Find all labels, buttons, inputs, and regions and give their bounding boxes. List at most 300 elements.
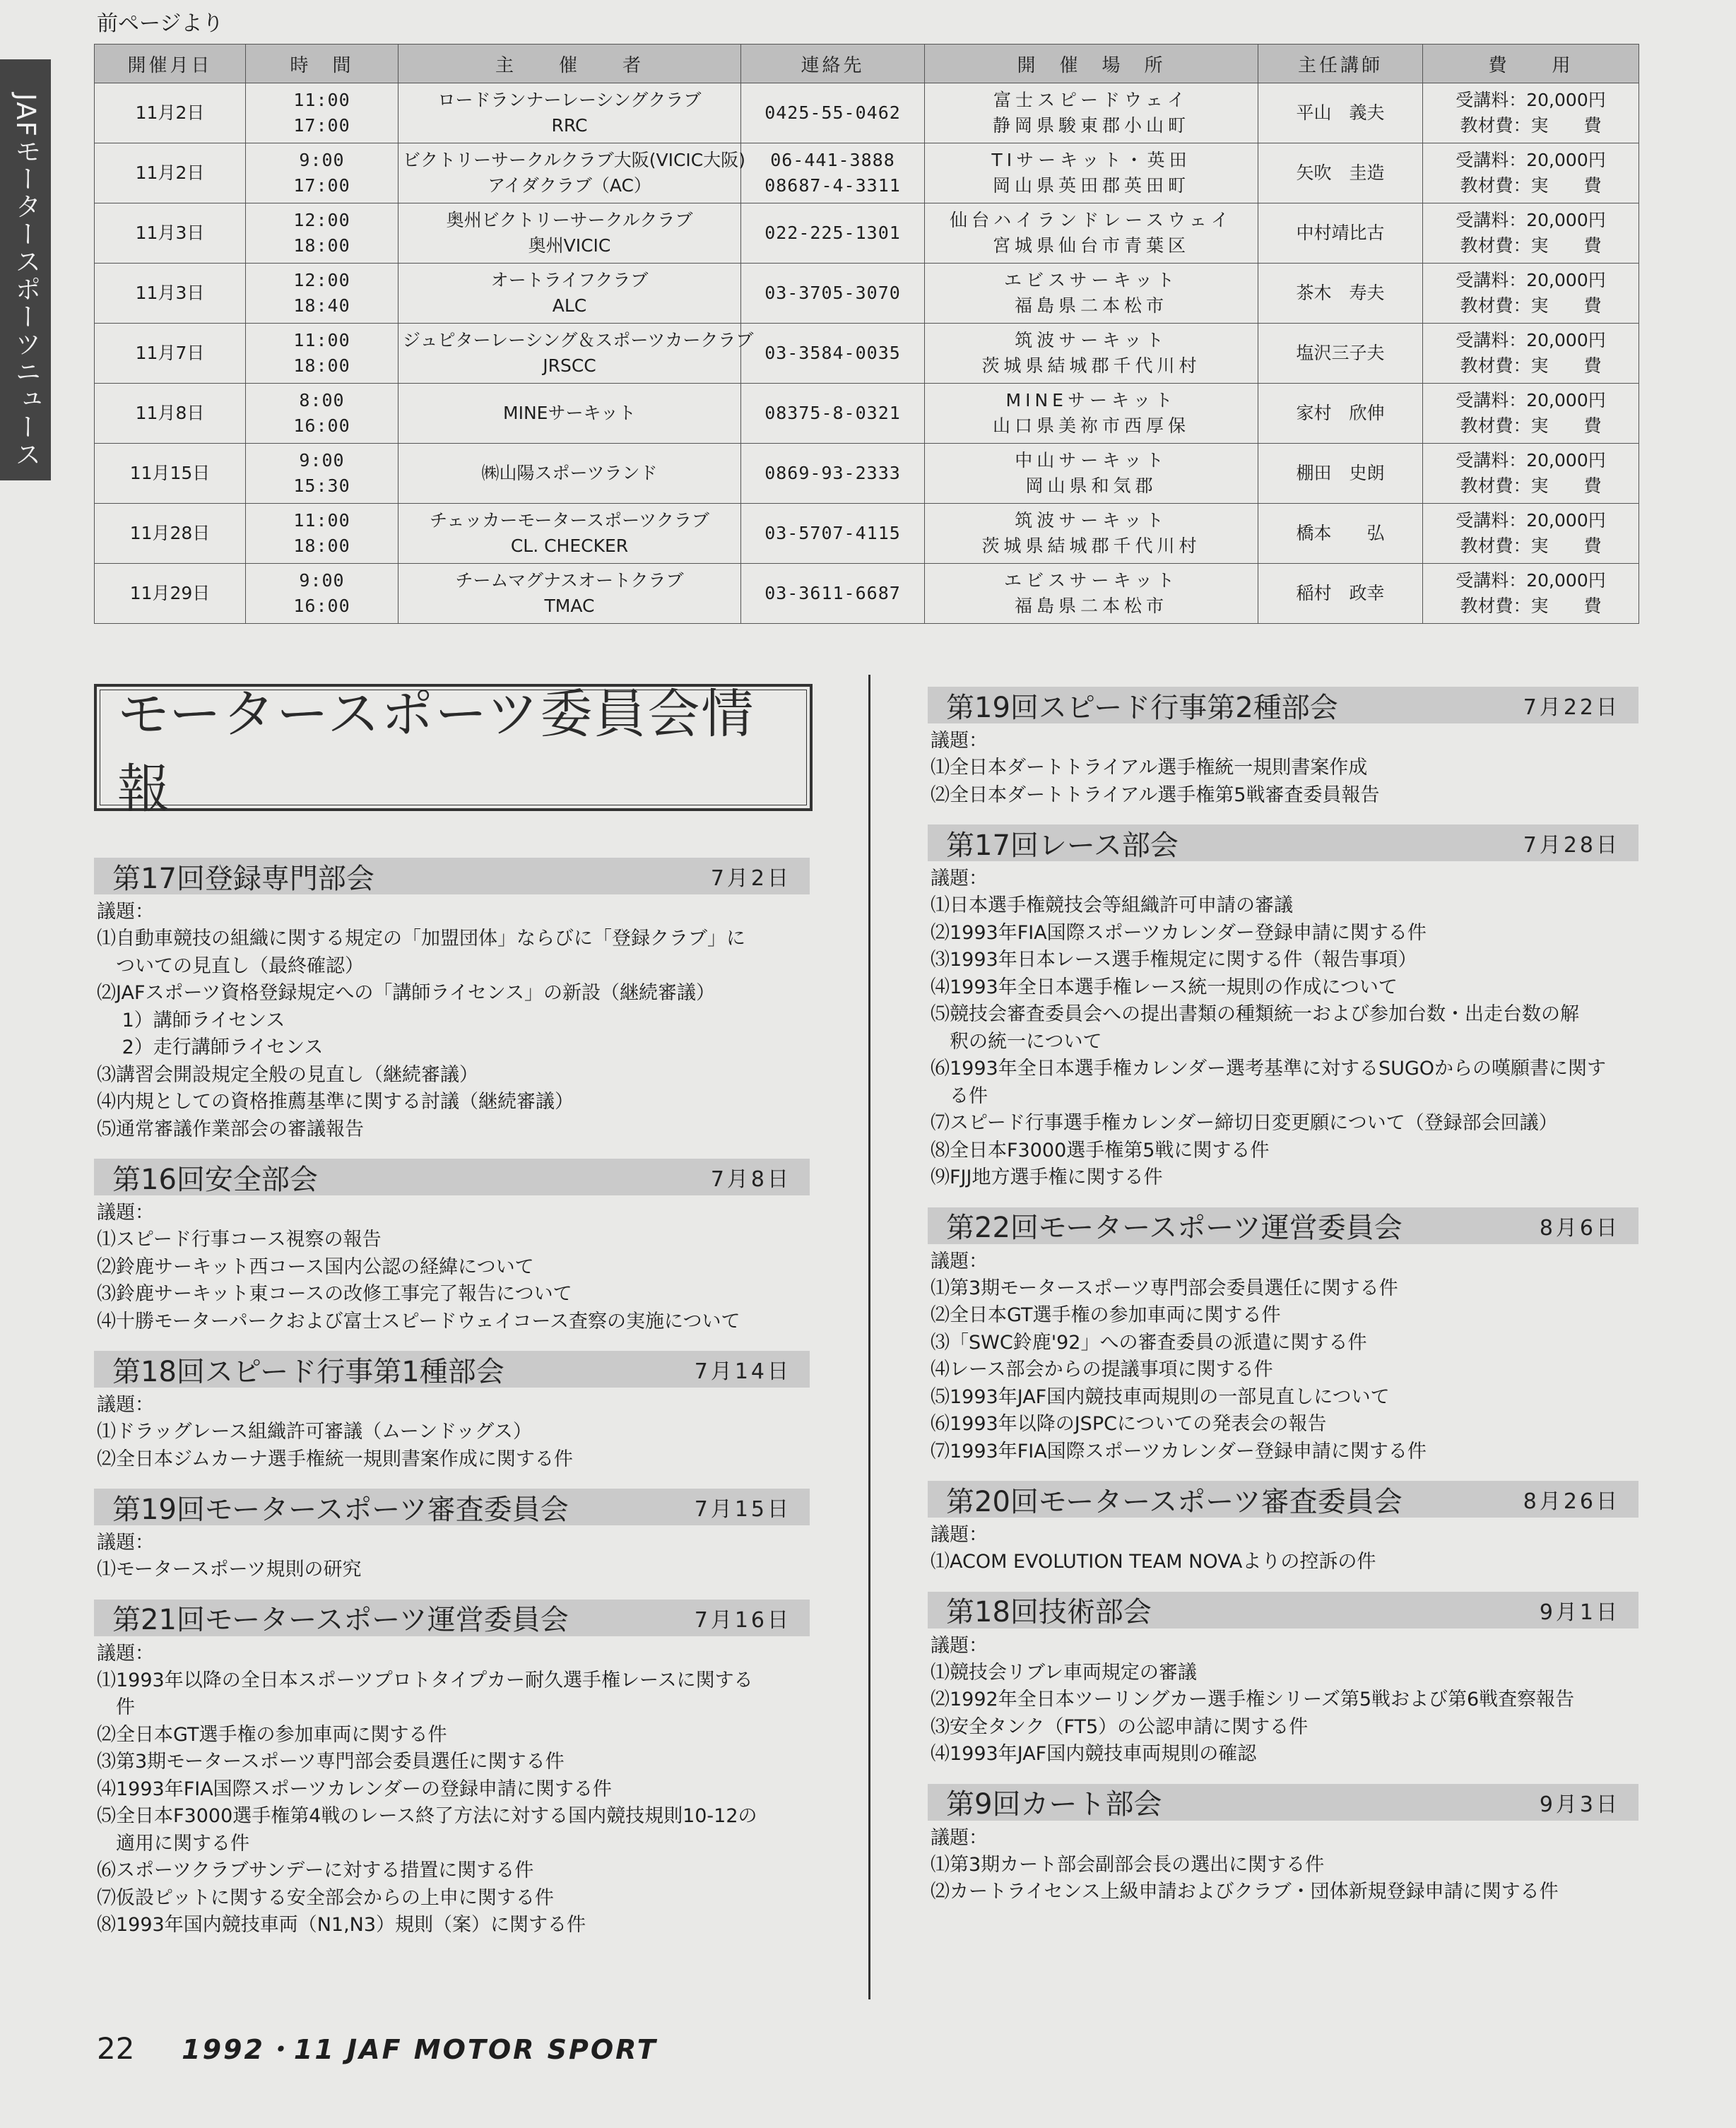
agenda-item: ⑵鈴鹿サーキット西コース国内公認の経緯について — [97, 1255, 534, 1278]
meeting-block — [928, 687, 1638, 809]
meeting-date: 8月26日 — [1523, 1489, 1620, 1514]
meeting-block — [94, 1159, 810, 1335]
date-cell — [95, 444, 246, 504]
agenda-item: ⑺スピード行事選手権カレンダー締切日変更願について（登録部会回議） — [931, 1112, 1558, 1134]
meeting-block — [928, 1207, 1638, 1466]
lecturer-cell-line: 家村 欣伸 — [1296, 403, 1385, 423]
venue-cell-line: 岡山県和気郡 — [1025, 475, 1157, 496]
lecturer-cell-line: 塩沢三子夫 — [1296, 343, 1385, 363]
table-row — [95, 444, 1639, 504]
lecturer-cell — [1258, 324, 1423, 384]
time-cell-line: 11:00 — [293, 330, 350, 350]
lecturer-cell-line: 橋本 弘 — [1296, 523, 1385, 543]
fee-cell — [1423, 444, 1639, 504]
agenda-list — [94, 1226, 810, 1335]
agenda-item: 釈の統一について — [931, 1030, 1102, 1053]
contact-cell — [741, 444, 925, 504]
agenda-label: 議題： — [97, 901, 154, 923]
lecturer-cell-line: 茶木 寿夫 — [1296, 283, 1385, 303]
organizer-cell-line: ロードランナーレーシングクラブ — [437, 90, 702, 110]
organizer-cell — [398, 504, 741, 564]
agenda-list — [928, 755, 1638, 809]
venue-cell-line: 中山サーキット — [1015, 450, 1168, 471]
fee-cell-line: 受講料：20,000円 — [1455, 270, 1606, 290]
organizer-cell-line: オートライフクラブ — [490, 270, 649, 290]
fee-cell-line: 教材費：実 費 — [1460, 596, 1602, 616]
lecturer-cell — [1258, 564, 1423, 624]
time-cell — [246, 264, 398, 324]
section-title-box — [94, 684, 813, 820]
table-row — [95, 83, 1639, 143]
date-cell — [95, 504, 246, 564]
organizer-cell-line: ビクトリーサークルクラブ大阪(VICIC大阪) — [403, 150, 746, 170]
contact-cell-line: 0425-55-0462 — [764, 102, 901, 123]
fee-cell-line: 受講料：20,000円 — [1455, 450, 1606, 471]
date-cell — [95, 203, 246, 264]
agenda-label: 議題： — [931, 1250, 988, 1272]
contact-cell-line: 08687-4-3311 — [764, 175, 901, 196]
agenda-item: 件 — [97, 1696, 135, 1718]
agenda-item: ⑺1993年FIA国際スポーツカレンダー登録申請に関する件 — [931, 1440, 1427, 1462]
time-cell-line: 9:00 — [299, 150, 345, 170]
agenda-item: ⑹1993年全日本選手権カレンダー選考基準に対するSUGOからの嘆願書に関す — [931, 1058, 1607, 1080]
column-header: 時 間 — [246, 45, 398, 83]
time-cell-line: 18:40 — [293, 295, 350, 316]
lecturer-cell-line: 中村靖比古 — [1296, 223, 1385, 243]
time-cell-line: 17:00 — [293, 115, 350, 136]
agenda-item: ⑶鈴鹿サーキット東コースの改修工事完了報告について — [97, 1283, 572, 1305]
right-column — [928, 687, 1638, 1922]
agenda-item: ⑷十勝モーターパークおよび富士スピードウェイコース査察の実施について — [97, 1310, 740, 1332]
agenda-label: 議題： — [931, 1524, 988, 1546]
venue-cell-line: 岡山県英田郡英田町 — [992, 175, 1190, 196]
contact-cell — [741, 203, 925, 264]
venue-cell-line: 福島県二本松市 — [1014, 295, 1168, 316]
column-header: 主任講師 — [1258, 45, 1423, 83]
agenda-item: ⑵全日本ジムカーナ選手権統一規則書案作成に関する件 — [97, 1448, 573, 1470]
organizer-cell — [398, 564, 741, 624]
fee-cell — [1423, 564, 1639, 624]
table-row — [95, 264, 1639, 324]
agenda-item: 2）走行講師ライセンス — [97, 1036, 324, 1058]
date-cell-line: 11月15日 — [129, 463, 211, 483]
meeting-header — [928, 1592, 1638, 1628]
date-cell-line: 11月29日 — [129, 583, 211, 603]
contact-cell-line: 08375-8-0321 — [764, 403, 901, 423]
time-cell — [246, 203, 398, 264]
venue-cell-line: MINEサーキット — [1005, 390, 1177, 410]
side-tab-label: JAFモータースポーツニュース — [11, 93, 41, 468]
fee-cell — [1423, 324, 1639, 384]
meeting-title: 第21回モータースポーツ運営委員会 — [112, 1604, 569, 1636]
agenda-item: ⑹1993年以降のJSPCについての発表会の報告 — [931, 1413, 1327, 1435]
venue-cell-line: 静岡県駿東郡小山町 — [992, 115, 1190, 136]
lecturer-cell — [1258, 384, 1423, 444]
venue-cell-line: 仙台ハイランドレースウェイ — [950, 210, 1233, 230]
fee-cell — [1423, 264, 1639, 324]
lecturer-cell — [1258, 504, 1423, 564]
time-cell-line: 18:00 — [293, 536, 350, 556]
agenda-item: ⑵カートライセンス上級申請およびクラブ・団体新規登録申請に関する件 — [931, 1881, 1559, 1903]
agenda-list — [94, 926, 810, 1143]
agenda-item: ⑴第3期モータースポーツ専門部会委員選任に関する件 — [931, 1277, 1398, 1299]
contact-cell-line: 03-3705-3070 — [764, 283, 901, 303]
organizer-cell-line: ALC — [552, 295, 587, 316]
contact-cell-line: 022-225-1301 — [764, 223, 901, 243]
meeting-header — [94, 1600, 810, 1636]
meeting-header — [928, 1481, 1638, 1518]
organizer-cell-line: RRC — [551, 115, 588, 136]
time-cell — [246, 83, 398, 143]
agenda-item: ⑸競技会審査委員会への提出書類の種類統一および参加台数・出走台数の解 — [931, 1003, 1579, 1025]
organizer-cell-line: MINEサーキット — [503, 403, 636, 423]
fee-cell-line: 受講料：20,000円 — [1455, 510, 1606, 531]
agenda-list — [928, 1852, 1638, 1906]
agenda-item: ⑵JAFスポーツ資格登録規定への「講師ライセンス」の新設（継続審議） — [97, 982, 715, 1004]
fee-cell-line: 受講料：20,000円 — [1455, 330, 1606, 350]
time-cell-line: 9:00 — [299, 450, 345, 471]
meeting-header — [94, 1351, 810, 1388]
agenda-list — [928, 1275, 1638, 1466]
table-row — [95, 324, 1639, 384]
lecturer-cell — [1258, 143, 1423, 203]
venue-cell — [925, 83, 1258, 143]
lecturer-cell — [1258, 264, 1423, 324]
lecturer-cell-line: 稲村 政幸 — [1296, 583, 1385, 603]
agenda-item: ⑷1993年FIA国際スポーツカレンダーの登録申請に関する件 — [97, 1778, 612, 1800]
lecturer-cell — [1258, 444, 1423, 504]
agenda-item: ⑴モータースポーツ規則の研究 — [97, 1559, 362, 1580]
organizer-cell — [398, 264, 741, 324]
contact-cell — [741, 83, 925, 143]
date-cell — [95, 384, 246, 444]
meeting-date: 7月16日 — [694, 1607, 791, 1633]
left-column — [94, 858, 810, 1955]
meeting-date: 7月28日 — [1523, 833, 1620, 858]
agenda-item: ⑶第3期モータースポーツ専門部会委員選任に関する件 — [97, 1751, 565, 1773]
contact-cell — [741, 143, 925, 203]
organizer-cell-line: チェッカーモータースポーツクラブ — [430, 510, 709, 531]
lecturer-cell — [1258, 83, 1423, 143]
venue-cell — [925, 384, 1258, 444]
meeting-date: 7月22日 — [1523, 695, 1620, 720]
venue-cell-line: TIサーキット・英田 — [991, 150, 1191, 170]
table-row — [95, 203, 1639, 264]
meeting-date: 7月15日 — [694, 1497, 791, 1522]
agenda-item: ⑷1993年全日本選手権レース統一規則の作成について — [931, 976, 1398, 998]
fee-cell — [1423, 384, 1639, 444]
fee-cell-line: 受講料：20,000円 — [1455, 90, 1606, 110]
date-cell — [95, 83, 246, 143]
meeting-title: 第20回モータースポーツ審査委員会 — [946, 1485, 1403, 1518]
table-header-row — [95, 45, 1639, 83]
date-cell-line: 11月2日 — [135, 162, 205, 183]
time-cell-line: 9:00 — [299, 570, 345, 591]
agenda-label: 議題： — [97, 1532, 154, 1554]
meeting-header — [94, 858, 810, 894]
page-footer — [97, 2028, 658, 2067]
lecture-schedule-table — [94, 44, 1639, 624]
meeting-title: 第22回モータースポーツ運営委員会 — [946, 1212, 1403, 1244]
magazine-issue: 1992・11 JAF MOTOR SPORT — [182, 2034, 658, 2065]
organizer-cell — [398, 444, 741, 504]
agenda-list — [928, 892, 1638, 1192]
agenda-item: る件 — [931, 1084, 988, 1107]
meeting-header — [928, 687, 1638, 723]
date-cell — [95, 264, 246, 324]
date-cell — [95, 143, 246, 203]
agenda-item: ついての見直し（最終確認） — [97, 954, 364, 977]
organizer-cell-line: TMAC — [544, 596, 595, 616]
column-divider — [868, 675, 870, 1999]
organizer-cell-line: JRSCC — [543, 355, 596, 376]
time-cell — [246, 324, 398, 384]
contact-cell — [741, 264, 925, 324]
time-cell-line: 11:00 — [293, 510, 350, 531]
date-cell-line: 11月3日 — [135, 283, 205, 303]
meeting-title: 第16回安全部会 — [112, 1163, 318, 1196]
fee-cell-line: 受講料：20,000円 — [1455, 210, 1606, 230]
agenda-item: ⑴ドラッグレース組織許可審議（ムーンドッグス） — [97, 1421, 532, 1443]
contact-cell-line: 03-3611-6687 — [764, 583, 901, 603]
agenda-label: 議題： — [97, 1642, 154, 1665]
meeting-header — [94, 1489, 810, 1525]
meeting-block — [94, 1489, 810, 1584]
venue-cell-line: 福島県二本松市 — [1014, 596, 1168, 616]
agenda-label: 議題： — [97, 1394, 154, 1416]
agenda-item: ⑷1993年JAF国内競技車両規則の確認 — [931, 1743, 1257, 1765]
lecturer-cell-line: 矢吹 圭造 — [1296, 162, 1385, 183]
time-cell-line: 8:00 — [299, 390, 345, 410]
time-cell-line: 15:30 — [293, 475, 350, 496]
meeting-header — [928, 824, 1638, 861]
meeting-block — [94, 1600, 810, 1939]
table-row — [95, 504, 1639, 564]
contact-cell — [741, 384, 925, 444]
meeting-title: 第17回レース部会 — [946, 829, 1179, 862]
venue-cell — [925, 143, 1258, 203]
lecturer-cell — [1258, 203, 1423, 264]
agenda-item: ⑴第3期カート部会副部会長の選出に関する件 — [931, 1853, 1325, 1876]
venue-cell — [925, 564, 1258, 624]
venue-cell-line: 宮城県仙台市青葉区 — [992, 235, 1190, 256]
agenda-list — [928, 1549, 1638, 1576]
agenda-label: 議題： — [97, 1202, 154, 1224]
agenda-item: ⑴競技会リブレ車両規定の審議 — [931, 1661, 1197, 1684]
fee-cell — [1423, 143, 1639, 203]
fee-cell-line: 受講料：20,000円 — [1455, 570, 1606, 591]
agenda-item: ⑵全日本GT選手権の参加車両に関する件 — [931, 1304, 1281, 1326]
section-title: モータースポーツ委員会情報 — [100, 690, 807, 805]
venue-cell — [925, 264, 1258, 324]
agenda-item: ⑹スポーツクラブサンデーに対する措置に関する件 — [97, 1860, 534, 1881]
section-side-tab — [0, 59, 51, 480]
agenda-item: ⑵全日本ダートトライアル選手権第5戦審査委員報告 — [931, 784, 1380, 806]
meeting-block — [928, 1784, 1638, 1906]
agenda-label: 議題： — [931, 730, 988, 752]
date-cell-line: 11月3日 — [135, 223, 205, 243]
contact-cell-line: 03-5707-4115 — [764, 523, 901, 543]
agenda-item: ⑸1993年JAF国内競技車両規則の一部見直しについて — [931, 1385, 1390, 1408]
meeting-title: 第19回スピード行事第2種部会 — [946, 691, 1338, 724]
organizer-cell-line: ジュピターレーシング＆スポーツカークラブ — [403, 330, 754, 350]
agenda-item: ⑶1993年日本レース選手権規定に関する件（報告事項） — [931, 949, 1417, 971]
fee-cell-line: 教材費：実 費 — [1460, 415, 1602, 436]
venue-cell — [925, 203, 1258, 264]
date-cell-line: 11月28日 — [129, 523, 211, 543]
meeting-block — [928, 1481, 1638, 1576]
fee-cell-line: 受講料：20,000円 — [1455, 150, 1606, 170]
lecturer-cell-line: 平山 義夫 — [1296, 102, 1385, 123]
contact-cell — [741, 504, 925, 564]
agenda-label: 議題： — [931, 868, 988, 889]
organizer-cell-line: チームマグナスオートクラブ — [455, 570, 684, 591]
date-cell — [95, 564, 246, 624]
fee-cell — [1423, 203, 1639, 264]
agenda-item: ⑴1993年以降の全日本スポーツプロトタイプカー耐久選手権レースに関する — [97, 1669, 753, 1691]
agenda-list — [928, 1660, 1638, 1768]
organizer-cell — [398, 203, 741, 264]
meeting-date: 7月14日 — [694, 1359, 791, 1384]
time-cell-line: 18:00 — [293, 235, 350, 256]
organizer-cell-line: ㈱山陽スポーツランド — [481, 463, 658, 483]
time-cell-line: 11:00 — [293, 90, 350, 110]
agenda-item: ⑵全日本GT選手権の参加車両に関する件 — [97, 1723, 447, 1746]
contact-cell — [741, 324, 925, 384]
time-cell — [246, 504, 398, 564]
fee-cell-line: 教材費：実 費 — [1460, 175, 1602, 196]
agenda-item: ⑴日本選手権競技会等組織許可申請の審議 — [931, 894, 1293, 916]
organizer-cell-line: 奥州ビクトリーサークルクラブ — [446, 210, 693, 230]
venue-cell-line: 山口県美祢市西厚保 — [992, 415, 1190, 436]
agenda-item: ⑴自動車競技の組織に関する規定の「加盟団体」ならびに「登録クラブ」に — [97, 928, 745, 950]
continued-from-previous-page: 前ページより — [97, 11, 224, 36]
meeting-header — [928, 1207, 1638, 1244]
meeting-date: 7月8日 — [710, 1167, 791, 1192]
date-cell-line: 11月2日 — [135, 102, 205, 123]
meeting-block — [928, 1592, 1638, 1768]
column-header: 開催月日 — [95, 45, 246, 83]
fee-cell — [1423, 83, 1639, 143]
venue-cell-line: エビスサーキット — [1003, 270, 1179, 290]
meeting-title: 第18回スピード行事第1種部会 — [112, 1355, 504, 1388]
meeting-block — [94, 858, 810, 1143]
agenda-list — [94, 1556, 810, 1584]
agenda-item: ⑸全日本F3000選手権第4戦のレース終了方法に対する国内競技規則10-12の — [97, 1805, 757, 1827]
contact-cell-line: 0869-93-2333 — [764, 463, 901, 483]
agenda-item: ⑴スピード行事コース視察の報告 — [97, 1229, 382, 1251]
agenda-item: ⑴全日本ダートトライアル選手権統一規則書案作成 — [931, 757, 1368, 779]
lecturer-cell-line: 棚田 史朗 — [1296, 463, 1385, 483]
venue-cell — [925, 504, 1258, 564]
agenda-item: ⑸通常審議作業部会の審議報告 — [97, 1118, 364, 1140]
time-cell-line: 12:00 — [293, 270, 350, 290]
fee-cell-line: 教材費：実 費 — [1460, 115, 1602, 136]
meeting-header — [928, 1784, 1638, 1821]
time-cell-line: 12:00 — [293, 210, 350, 230]
agenda-item: ⑶講習会開設規定全般の見直し（継続審議） — [97, 1063, 478, 1086]
meeting-title: 第17回登録専門部会 — [112, 862, 374, 895]
meeting-date: 8月6日 — [1539, 1215, 1620, 1241]
fee-cell-line: 教材費：実 費 — [1460, 295, 1602, 316]
time-cell-line: 17:00 — [293, 175, 350, 196]
agenda-label: 議題： — [931, 1826, 988, 1849]
meeting-date: 9月3日 — [1539, 1792, 1620, 1817]
page-number: 22 — [97, 2031, 135, 2066]
contact-cell-line: 06-441-3888 — [770, 150, 895, 170]
agenda-list — [94, 1667, 810, 1939]
meeting-block — [928, 824, 1638, 1192]
organizer-cell-line: 奥州VICIC — [528, 235, 611, 256]
column-header: 連絡先 — [741, 45, 925, 83]
column-header: 主 催 者 — [398, 45, 741, 83]
agenda-item: ⑵1993年FIA国際スポーツカレンダー登録申請に関する件 — [931, 921, 1427, 944]
contact-cell — [741, 564, 925, 624]
date-cell — [95, 324, 246, 384]
agenda-item: ⑶安全タンク（FT5）の公認申請に関する件 — [931, 1715, 1309, 1738]
agenda-list — [94, 1419, 810, 1473]
organizer-cell-line: アイダクラブ（AC） — [488, 175, 651, 196]
meeting-title: 第9回カート部会 — [946, 1788, 1162, 1821]
venue-cell — [925, 324, 1258, 384]
organizer-cell — [398, 324, 754, 384]
time-cell-line: 18:00 — [293, 355, 350, 376]
fee-cell-line: 教材費：実 費 — [1460, 355, 1602, 376]
time-cell — [246, 143, 398, 203]
agenda-item: 1）講師ライセンス — [97, 1009, 285, 1032]
fee-cell-line: 受講料：20,000円 — [1455, 390, 1606, 410]
organizer-cell-line: CL. CHECKER — [510, 536, 629, 556]
venue-cell-line: 筑波サーキット — [1015, 330, 1168, 350]
organizer-cell — [398, 83, 741, 143]
venue-cell-line: 筑波サーキット — [1015, 510, 1168, 531]
agenda-item: ⑺仮設ピットに関する安全部会からの上申に関する件 — [97, 1886, 554, 1909]
agenda-item: ⑻全日本F3000選手権第5戦に関する件 — [931, 1139, 1270, 1161]
agenda-item: ⑻1993年国内競技車両（N1,N3）規則（案）に関する件 — [97, 1914, 586, 1936]
agenda-item: ⑴ACOM EVOLUTION TEAM NOVAよりの控訴の件 — [931, 1551, 1376, 1573]
column-header: 開 催 場 所 — [925, 45, 1258, 83]
organizer-cell — [398, 143, 746, 203]
time-cell-line: 16:00 — [293, 596, 350, 616]
meeting-title: 第19回モータースポーツ審査委員会 — [112, 1493, 569, 1526]
fee-cell — [1423, 504, 1639, 564]
agenda-item: ⑼FJJ地方選手権に関する件 — [931, 1166, 1163, 1188]
date-cell-line: 11月8日 — [135, 403, 205, 423]
agenda-item: ⑷内規としての資格推薦基準に関する討議（継続審議） — [97, 1091, 574, 1113]
fee-cell-line: 教材費：実 費 — [1460, 475, 1602, 496]
fee-cell-line: 教材費：実 費 — [1460, 536, 1602, 556]
table-row — [95, 384, 1639, 444]
date-cell-line: 11月7日 — [135, 343, 205, 363]
time-cell — [246, 444, 398, 504]
agenda-item: 適用に関する件 — [97, 1832, 249, 1855]
meeting-title: 第18回技術部会 — [946, 1596, 1152, 1628]
meeting-date: 7月2日 — [710, 866, 791, 891]
agenda-item: ⑵1992年全日本ツーリングカー選手権シリーズ第5戦および第6戦査察報告 — [931, 1689, 1575, 1710]
venue-cell-line: エビスサーキット — [1003, 570, 1179, 591]
contact-cell-line: 03-3584-0035 — [764, 343, 901, 363]
meeting-block — [94, 1351, 810, 1473]
venue-cell-line: 茨城県結城郡千代川村 — [981, 355, 1201, 376]
fee-cell-line: 教材費：実 費 — [1460, 235, 1602, 256]
meeting-header — [94, 1159, 810, 1195]
venue-cell-line: 富士スピードウェイ — [993, 90, 1189, 110]
column-header: 費 用 — [1423, 45, 1639, 83]
agenda-label: 議題： — [931, 1634, 988, 1657]
agenda-item: ⑷レース部会からの提議事項に関する件 — [931, 1359, 1273, 1381]
table-row — [95, 564, 1639, 624]
table-row — [95, 143, 1639, 203]
